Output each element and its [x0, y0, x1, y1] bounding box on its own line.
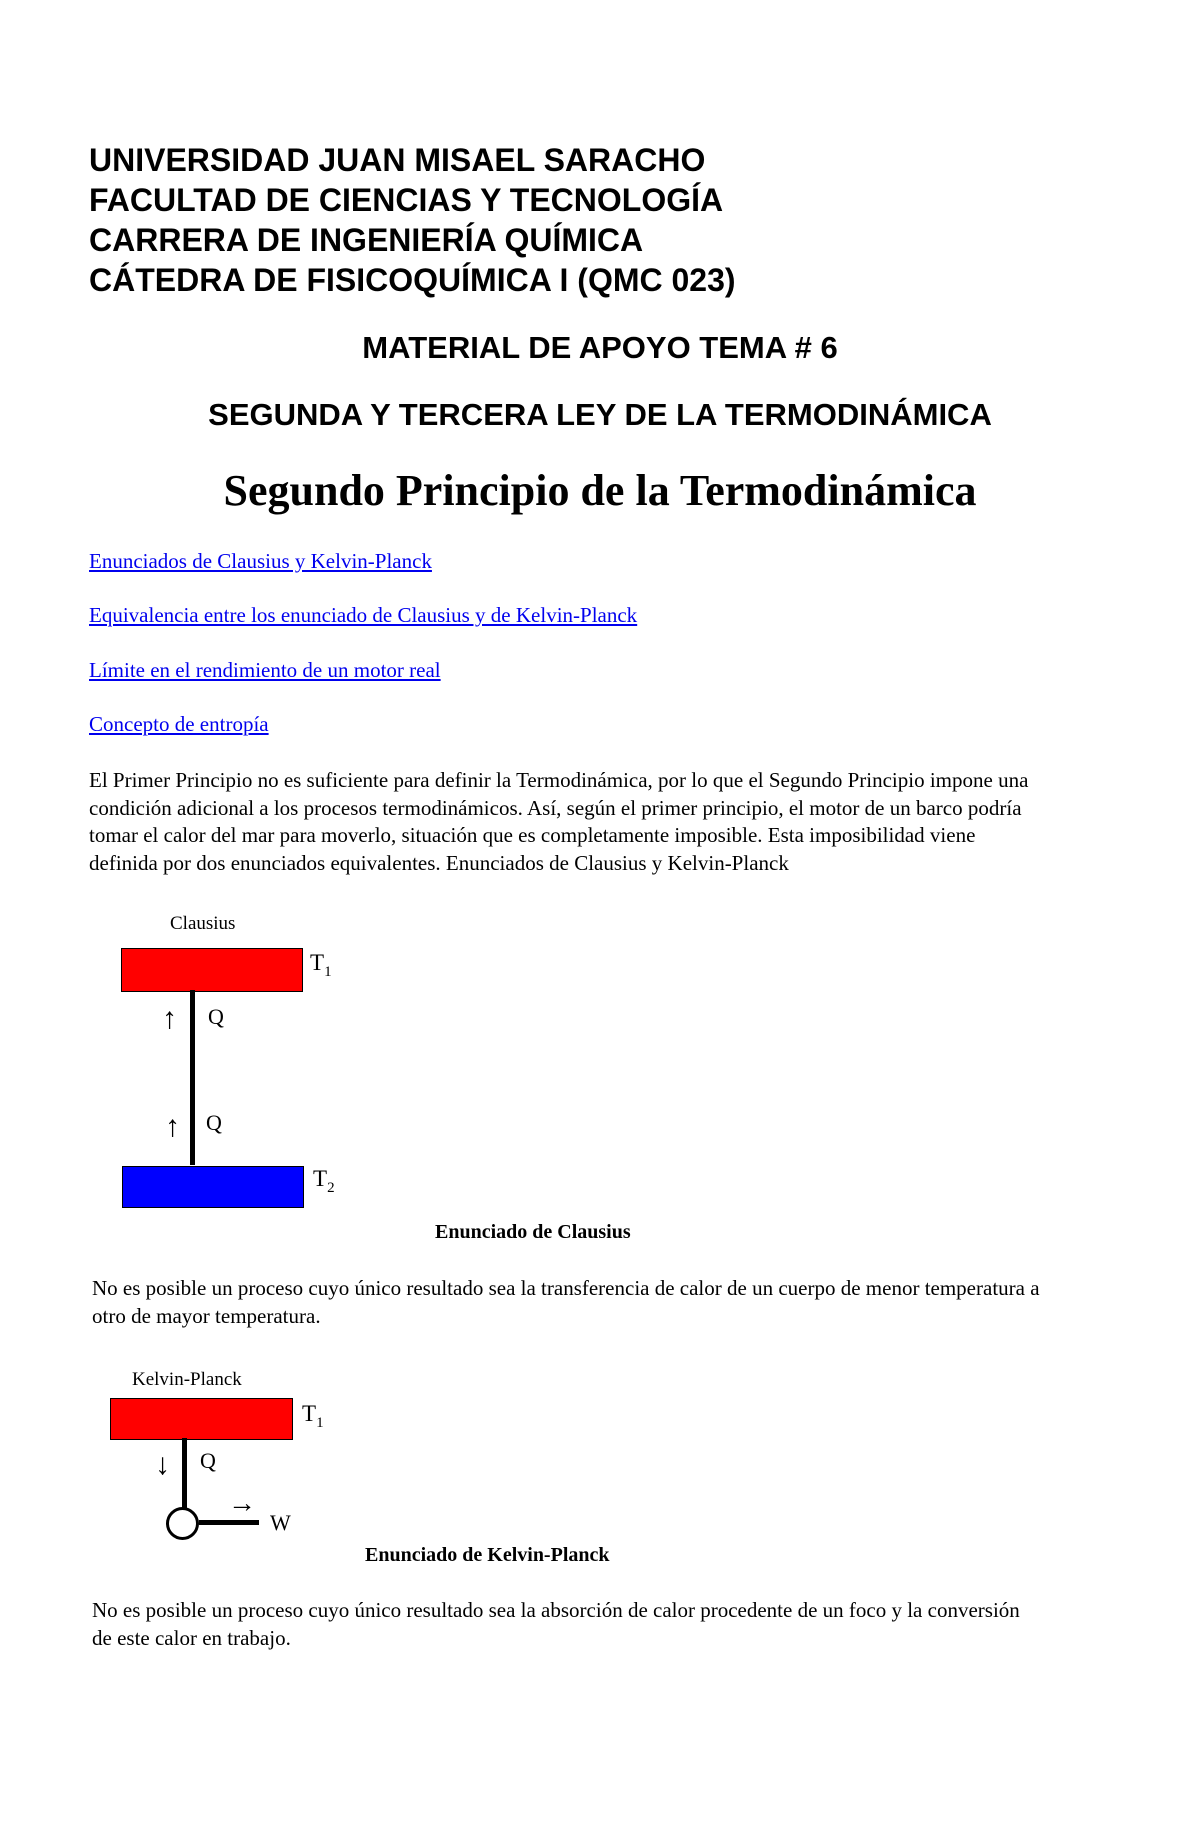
- cold-reservoir-label: $T_2$: [313, 1166, 335, 1196]
- link-equivalence-statements[interactable]: Equivalencia entre los enunciado de Clausius y de Kelvin-Planck: [89, 603, 638, 627]
- arrow-right-icon: →: [228, 1488, 256, 1519]
- hot-reservoir-label: $T_1$: [310, 950, 332, 980]
- clausius-caption: Enunciado de Clausius: [435, 1221, 631, 1243]
- link-clausius-kelvin-statements[interactable]: Enunciados de Clausius y Kelvin-Planck: [89, 549, 432, 573]
- arrow-up-icon: ↑: [165, 1110, 180, 1143]
- course-name: CÁTEDRA DE FISICOQUÍMICA I (QMC 023): [89, 262, 736, 298]
- kelvin-planck-figure-title: Kelvin-Planck: [132, 1369, 242, 1390]
- main-title: Segundo Principio de la Termodinámica: [223, 466, 977, 515]
- heat-label-q-top: Q: [208, 1004, 224, 1029]
- kelvin-planck-statement: No es posible un proceso cuyo único resultado sea la absorción de calor procedente de un foco y la conversión de este calor en trabajo.: [92, 1598, 1020, 1650]
- clausius-figure: [110, 910, 410, 1210]
- work-output-line: [199, 1520, 259, 1525]
- hot-reservoir-label: $T_1$: [302, 1401, 324, 1431]
- engine-circle: [166, 1507, 199, 1540]
- link-entropy-concept[interactable]: Concepto de entropía: [89, 712, 269, 736]
- hot-reservoir-t1: [110, 1398, 293, 1440]
- university-name: UNIVERSIDAD JUAN MISAEL SARACHO: [89, 142, 706, 178]
- career-name: CARRERA DE INGENIERÍA QUÍMICA: [89, 222, 644, 258]
- heat-conductor-line: [182, 1438, 187, 1508]
- clausius-statement: No es posible un proceso cuyo único resultado sea la transferencia de calor de un cuerpo de menor temperatura a otro de mayor temperatura.: [92, 1276, 1040, 1328]
- heat-conductor-line: [190, 990, 195, 1165]
- material-title: MATERIAL DE APOYO TEMA # 6: [362, 330, 838, 365]
- kelvin-planck-caption: Enunciado de Kelvin-Planck: [365, 1544, 610, 1566]
- intro-paragraph: El Primer Principio no es suficiente para definir la Termodinámica, por lo que el Segundo Principio impone una condición adicional a los procesos termodinámicos. Así, según el primer principio, el motor de un barco podría tomar el calor del mar para moverlo, situación que es completamente imposible. Esta imposibilidad viene definida por dos enunciados equivalentes. Enunciados de Clausius y Kelvin-Planck: [89, 768, 1029, 875]
- heat-label-q: Q: [200, 1448, 216, 1473]
- topic-title: SEGUNDA Y TERCERA LEY DE LA TERMODINÁMICA: [208, 397, 992, 432]
- work-label-w: W: [270, 1510, 291, 1535]
- kelvin-planck-figure: [110, 1366, 410, 1551]
- link-real-engine-efficiency-limit[interactable]: Límite en el rendimiento de un motor real: [89, 658, 441, 682]
- arrow-up-icon: ↑: [162, 1002, 177, 1035]
- clausius-figure-title: Clausius: [170, 913, 236, 934]
- faculty-name: FACULTAD DE CIENCIAS Y TECNOLOGÍA: [89, 182, 724, 218]
- arrow-down-icon: ↓: [155, 1448, 170, 1481]
- hot-reservoir-t1: [121, 948, 303, 992]
- heat-label-q-bottom: Q: [206, 1110, 222, 1135]
- cold-reservoir-t2: [122, 1166, 304, 1208]
